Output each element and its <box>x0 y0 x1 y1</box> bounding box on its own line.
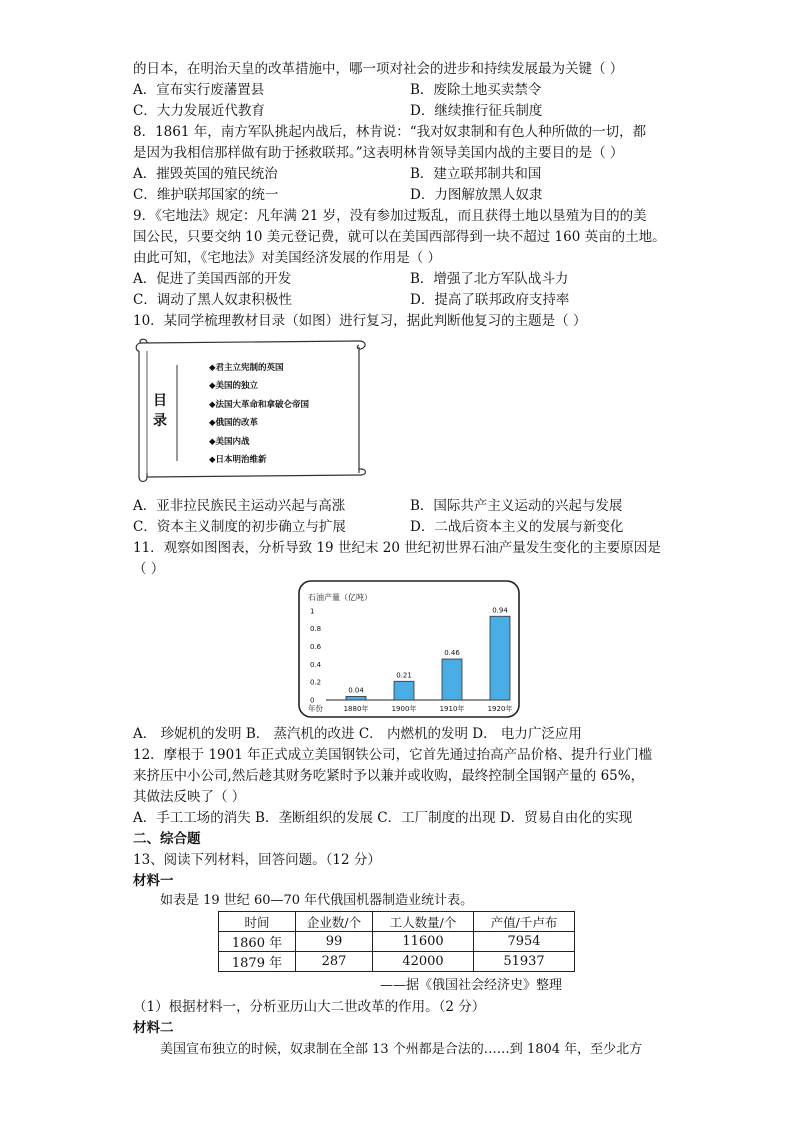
toc-item: ◆君主立宪制的英国 <box>209 363 284 373</box>
x-axis-label: 年份 <box>308 704 323 713</box>
q7-option-b: B．废除土地买卖禁令 <box>410 82 542 98</box>
q8-option-d: D．力图解放黑人奴隶 <box>410 187 543 203</box>
q8-stem-line1: 8．1861 年，南方军队挑起内战后，林肯说：“我对奴隶制和有色人种所做的一切，都 <box>133 124 647 140</box>
table-header-row <box>219 912 575 932</box>
q11-stem-line2: （ ） <box>133 561 165 577</box>
bar <box>346 696 366 700</box>
table-row <box>219 932 575 952</box>
q12-options: A．手工工场的消失 B．垄断组织的发展 C．工厂制度的出现 D．贸易自由化的实现 <box>133 810 633 826</box>
q8-option-b: B．建立联邦制共和国 <box>410 166 542 182</box>
q9-option-a: A．促进了美国西部的开发 <box>133 271 292 287</box>
material-1-text: 如表是 19 世纪 60—70 年代俄国机器制造业统计表。 <box>160 893 474 908</box>
q7-option-d: D．继续推行征兵制度 <box>410 103 543 119</box>
q10-option-c: C．资本主义制度的初步确立与扩展 <box>133 519 346 535</box>
bar-data-label: 0.21 <box>396 671 412 680</box>
q9-stem-line2: 国公民，只要交纳 10 美元登记费，就可以在美国西部得到一块不超过 160 英亩的土地。 <box>133 229 666 245</box>
bar <box>394 681 414 700</box>
table-header: 企业数/个 <box>296 912 373 932</box>
toc-item: ◆日本明治维新 <box>209 455 267 465</box>
table-row <box>219 952 575 972</box>
y-tick-label: 0.4 <box>310 660 322 669</box>
q10-stem: 10．某同学梳理教材目录（如图）进行复习，据此判断他复习的主题是（ ） <box>133 313 587 329</box>
bar-data-label: 0.94 <box>492 606 508 615</box>
y-tick-label: 1 <box>310 607 315 616</box>
q13-sub-question-1: （1）根据材料一，分析亚历山大二世改革的作用。（2 分） <box>133 999 486 1015</box>
table-source: ——据《俄国社会经济史》整理 <box>380 978 563 993</box>
q12-stem-line3: 其做法反映了（ ） <box>133 789 246 805</box>
q11-stem-line1: 11．观察如图图表，分析导致 19 世纪末 20 世纪初世界石油产量发生变化的主要原因是 <box>133 540 661 556</box>
table-of-contents-scroll <box>133 335 369 485</box>
q10-option-b: B．国际共产主义运动的兴起与发展 <box>410 498 623 514</box>
q9-stem-line3: 由此可知，《宅地法》对美国经济发展的作用是（ ） <box>133 250 442 266</box>
bar-data-label: 0.04 <box>348 686 364 695</box>
table-header: 产值/千卢布 <box>474 912 575 932</box>
bar-data-label: 0.46 <box>444 649 460 658</box>
q9-stem-line1: 9．《宅地法》规定：凡年满 21 岁，没有参加过叛乱，而且获得土地以垦殖为目的的美 <box>133 208 647 224</box>
q7-stem-tail: 的日本，在明治天皇的改革措施中，哪一项对社会的进步和持续发展最为关键（ ） <box>133 61 624 77</box>
table-cell: 42000 <box>373 952 474 972</box>
y-tick-label: 0 <box>310 696 315 705</box>
table-cell: 1879 年 <box>219 952 296 972</box>
q11-options: A． 珍妮机的发明 B． 蒸汽机的改进 C． 内燃机的发明 D． 电力广泛应用 <box>133 726 582 742</box>
toc-title-char-2: 录 <box>153 413 167 429</box>
q12-stem-line1: 12．摩根于 1901 年正式成立美国钢铁公司，它首先通过抬高产品价格、提升行业门槛 <box>133 747 653 763</box>
machinery-stats-table <box>218 911 575 972</box>
q9-option-d: D．提高了联邦政府支持率 <box>410 292 570 308</box>
y-tick-label: 0.6 <box>310 643 322 652</box>
bar <box>490 616 510 700</box>
toc-item: ◆美国内战 <box>209 437 250 447</box>
q9-option-c: C．调动了黑人奴隶积极性 <box>133 292 292 308</box>
q10-option-a: A．亚非拉民族民主运动兴起与高涨 <box>133 498 346 514</box>
q8-option-a: A．摧毁英国的殖民统治 <box>133 166 278 182</box>
q13-stem: 13、阅读下列材料，回答问题。（12 分） <box>133 852 381 868</box>
chart-title: 石油产量（亿吨） <box>308 593 372 602</box>
table-cell: 11600 <box>373 932 474 952</box>
q12-stem-line2: 来挤压中小公司,然后趁其财务吃紧时予以兼并或收购，最终控制全国钢产量的 65%， <box>133 768 645 784</box>
x-tick-label: 1900年 <box>391 705 417 713</box>
table-cell: 1860 年 <box>219 932 296 952</box>
bar <box>442 659 462 700</box>
table-cell: 7954 <box>474 932 575 952</box>
q8-stem-line2: 是因为我相信那样做有助于拯救联邦。”这表明林肯领导美国内战的主要目的是（ ） <box>133 145 624 161</box>
toc-title-char-1: 目 <box>153 393 167 409</box>
table-header: 工人数量/个 <box>373 912 474 932</box>
chart-svg <box>298 580 520 718</box>
material-2-label: 材料二 <box>133 1020 174 1036</box>
toc-item: ◆法国大革命和拿破仑帝国 <box>209 400 310 410</box>
toc-item: ◆美国的独立 <box>209 381 259 391</box>
x-tick-label: 1920年 <box>487 705 513 713</box>
material-2-text: 美国宣布独立的时候，奴隶制在全部 13 个州都是合法的……到 1804 年，至少北方 <box>160 1042 643 1057</box>
q7-option-c: C．大力发展近代教育 <box>133 103 265 119</box>
y-tick-label: 0.2 <box>310 678 322 687</box>
q8-option-c: C．维护联邦国家的统一 <box>133 187 279 203</box>
x-tick-label: 1910年 <box>439 705 465 713</box>
toc-item: ◆俄国的改革 <box>209 418 259 428</box>
section-heading: 二、综合题 <box>133 831 201 847</box>
x-tick-label: 1880年 <box>343 705 369 713</box>
table-cell: 51937 <box>474 952 575 972</box>
q10-option-d: D．二战后资本主义的发展与新变化 <box>410 519 624 535</box>
table-cell: 287 <box>296 952 373 972</box>
oil-production-chart <box>298 580 520 718</box>
table-header: 时间 <box>219 912 296 932</box>
material-1-label: 材料一 <box>133 873 174 889</box>
y-tick-label: 0.8 <box>310 625 322 634</box>
q7-option-a: A．宣布实行废藩置县 <box>133 82 265 98</box>
table-cell: 99 <box>296 932 373 952</box>
q9-option-b: B．增强了北方军队战斗力 <box>410 271 569 287</box>
